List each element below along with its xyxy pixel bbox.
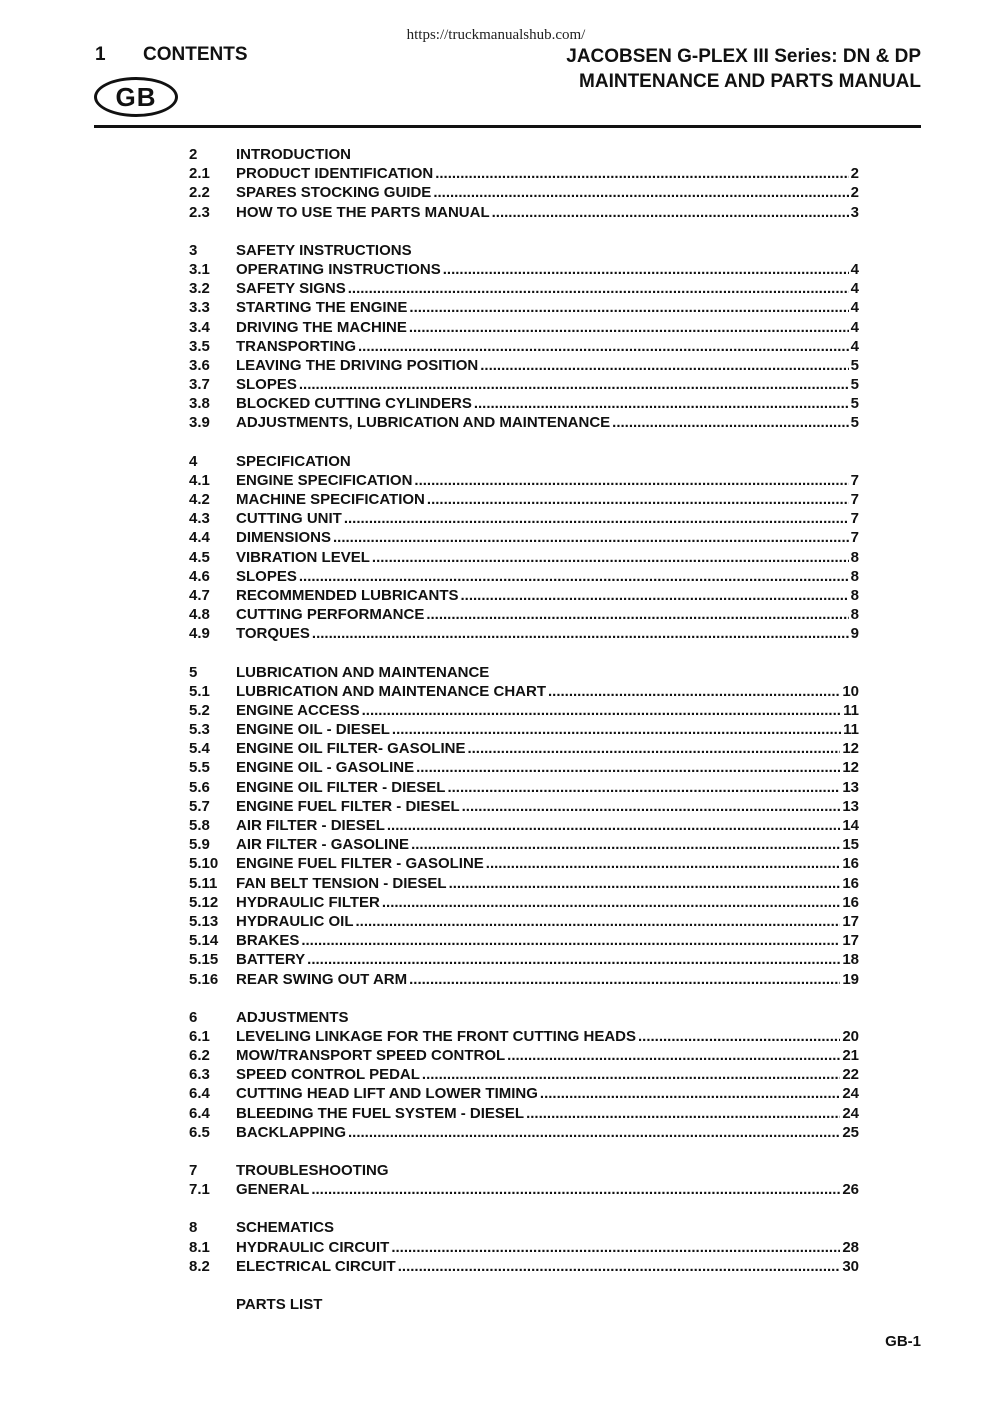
- toc-section-heading: [189, 1295, 859, 1314]
- toc-entry-title: HYDRAULIC OIL: [236, 912, 354, 930]
- dot-leader: [427, 490, 849, 509]
- toc-entry-number: 6.1: [189, 1027, 210, 1045]
- toc-entry: [189, 931, 859, 950]
- toc-entry: [189, 624, 859, 643]
- dot-leader: [348, 1123, 840, 1142]
- toc-entry-number: 5.14: [189, 932, 219, 950]
- toc-entry-title: AIR FILTER - GASOLINE: [236, 836, 410, 854]
- toc-section-title: SPECIFICATION: [236, 452, 351, 470]
- toc-section-title: LUBRICATION AND MAINTENANCE: [236, 663, 490, 681]
- toc-entry-page: 4: [850, 260, 859, 278]
- toc-entry-title: CUTTING PERFORMANCE: [236, 606, 425, 624]
- dot-leader: [362, 701, 842, 720]
- toc-section-heading: [189, 663, 859, 682]
- toc-entry-page: 2: [850, 184, 859, 202]
- toc-entry-number: 2.1: [189, 165, 210, 183]
- dot-leader: [435, 164, 848, 183]
- toc-entry-number: 4.1: [189, 471, 210, 489]
- toc-section-number: 7: [189, 1162, 198, 1179]
- toc-entry-title: AIR FILTER - DIESEL: [236, 817, 385, 834]
- toc-entry-number: 5.4: [189, 740, 210, 758]
- toc-entry: [189, 758, 859, 777]
- dot-leader: [348, 279, 849, 298]
- toc-entry-page: 4: [850, 318, 859, 336]
- toc-entry: [189, 567, 859, 586]
- toc-entry-page: 16: [842, 855, 859, 873]
- toc-entry-title: TORQUES: [236, 625, 310, 643]
- section-spacer: [189, 1142, 859, 1161]
- toc-entry: [189, 337, 859, 356]
- toc-entry-title: GENERAL: [236, 1181, 310, 1199]
- toc-entry-number: 3.1: [189, 260, 210, 278]
- toc-entry-title: ENGINE FUEL FILTER - DIESEL: [236, 797, 460, 815]
- dot-leader: [392, 720, 841, 739]
- toc-entry: [189, 279, 859, 298]
- toc-entry-page: 5: [850, 395, 859, 413]
- dot-leader: [356, 912, 841, 931]
- toc-entry-page: 25: [842, 1123, 859, 1141]
- toc-entry-number: 3.4: [189, 318, 210, 336]
- dot-leader: [449, 874, 841, 893]
- toc-entry-number: 7.1: [189, 1181, 210, 1199]
- dot-leader: [467, 739, 840, 758]
- toc-entry: [189, 260, 859, 279]
- header-divider: [94, 125, 921, 128]
- page-label: GB-1: [885, 1333, 921, 1350]
- toc-entry: [189, 318, 859, 337]
- dot-leader: [299, 375, 849, 394]
- toc-entry-number: 4.3: [189, 510, 210, 528]
- toc-entry-number: 5.9: [189, 836, 210, 854]
- toc-section-title: INTRODUCTION: [236, 146, 351, 163]
- toc-entry-number: 6.5: [189, 1123, 210, 1141]
- toc-entry-title: MOW/TRANSPORT SPEED CONTROL: [236, 1047, 506, 1065]
- toc-entry-page: 19: [842, 970, 859, 988]
- toc-entry-number: 6.4: [189, 1104, 210, 1122]
- dot-leader: [409, 970, 840, 989]
- toc-section-title: ADJUSTMENTS: [236, 1008, 349, 1026]
- toc-entry-page: 4: [850, 337, 859, 355]
- toc-entry-title: LUBRICATION AND MAINTENANCE CHART: [236, 682, 546, 700]
- toc-entry-title: ELECTRICAL CIRCUIT: [236, 1257, 396, 1275]
- toc-entry-page: 5: [850, 356, 859, 374]
- toc-entry-title: ENGINE ACCESS: [236, 701, 360, 719]
- dot-leader: [398, 1257, 841, 1276]
- dot-leader: [486, 854, 841, 873]
- toc-entry: [189, 739, 859, 758]
- toc-entry-number: 2.3: [189, 203, 210, 221]
- toc-section-heading: [189, 1008, 859, 1027]
- toc-entry-number: 5.5: [189, 759, 210, 777]
- toc-entry-page: 7: [850, 510, 859, 528]
- toc-section-heading: [189, 1161, 859, 1180]
- toc-entry-page: 8: [850, 567, 859, 585]
- dot-leader: [409, 318, 849, 337]
- toc-entry-number: 5.11: [189, 874, 218, 892]
- toc-entry-page: 3: [850, 203, 859, 221]
- dot-leader: [358, 337, 849, 356]
- dot-leader: [414, 471, 848, 490]
- toc-entry-title: OPERATING INSTRUCTIONS: [236, 260, 441, 278]
- dot-leader: [474, 394, 849, 413]
- dot-leader: [387, 816, 840, 835]
- toc-entry: [189, 778, 859, 797]
- toc-entry-title: STARTING THE ENGINE: [236, 299, 408, 317]
- section-spacer: [189, 222, 859, 241]
- toc-entry-page: 10: [842, 682, 859, 700]
- toc-entry-number: 5.3: [189, 721, 210, 739]
- dot-leader: [299, 567, 849, 586]
- dot-leader: [480, 356, 848, 375]
- toc-entry-title: ENGINE FUEL FILTER - GASOLINE: [236, 855, 484, 873]
- toc-entry-page: 7: [850, 529, 859, 547]
- toc-entry-page: 28: [842, 1238, 859, 1256]
- toc-entry-title: ADJUSTMENTS, LUBRICATION AND MAINTENANCE: [236, 414, 611, 432]
- toc-entry-page: 7: [850, 491, 859, 508]
- toc-entry: [189, 509, 859, 528]
- toc-entry-number: 4.2: [189, 491, 210, 508]
- manual-title-line-1: JACOBSEN G-PLEX III Series: DN & DP: [566, 46, 921, 67]
- dot-leader: [333, 528, 849, 547]
- toc-entry: [189, 528, 859, 547]
- toc-section-number: 2: [189, 146, 198, 163]
- toc-entry: [189, 548, 859, 567]
- toc-entry-page: 13: [842, 797, 859, 815]
- toc-entry-number: 6.4: [189, 1085, 210, 1103]
- toc-entry: [189, 183, 859, 202]
- toc-entry-page: 5: [850, 376, 859, 394]
- toc-entry-title: TRANSPORTING: [236, 337, 356, 355]
- toc-entry-page: 17: [842, 912, 859, 930]
- toc-entry-number: 8.1: [189, 1238, 210, 1256]
- toc-entry-number: 6.3: [189, 1066, 210, 1084]
- toc-entry-number: 5.10: [189, 855, 219, 873]
- toc-entry-page: 11: [843, 721, 859, 739]
- dot-leader: [548, 682, 840, 701]
- toc-entry-title: BLEEDING THE FUEL SYSTEM - DIESEL: [236, 1104, 525, 1122]
- section-number: 1: [95, 44, 106, 65]
- toc-entry-page: 22: [842, 1066, 859, 1084]
- manual-title: [566, 44, 921, 94]
- toc-entry-title: REAR SWING OUT ARM: [236, 970, 408, 988]
- toc-entry-number: 6.2: [189, 1047, 210, 1065]
- toc-entry: [189, 1027, 859, 1046]
- toc-entry-number: 5.15: [189, 951, 219, 969]
- toc-section-heading: [189, 1218, 859, 1237]
- toc-entry-page: 20: [842, 1027, 859, 1045]
- toc-entry-page: 2: [850, 165, 859, 183]
- toc-entry-number: 3.2: [189, 280, 210, 298]
- dot-leader: [411, 835, 840, 854]
- toc-entry-page: 16: [842, 874, 859, 892]
- toc-section-number: 6: [189, 1008, 198, 1026]
- toc-entry-number: 5.6: [189, 778, 210, 796]
- language-badge: GB: [94, 77, 178, 117]
- toc-entry: [189, 912, 859, 931]
- toc-entry-page: 8: [850, 548, 859, 566]
- dot-leader: [344, 509, 849, 528]
- toc-entry-title: BLOCKED CUTTING CYLINDERS: [236, 395, 472, 413]
- dot-leader: [301, 931, 840, 950]
- toc-entry: [189, 1238, 859, 1257]
- toc-entry-title: ENGINE OIL - DIESEL: [236, 721, 390, 739]
- dot-leader: [638, 1027, 840, 1046]
- toc-entry: [189, 605, 859, 624]
- toc-entry-title: SPEED CONTROL PEDAL: [236, 1066, 420, 1084]
- toc-entry: [189, 893, 859, 912]
- toc-entry-title: VIBRATION LEVEL: [236, 548, 370, 566]
- toc-section-title: TROUBLESHOOTING: [236, 1162, 389, 1179]
- toc-entry-page: 14: [842, 817, 859, 834]
- toc-entry-number: 4.5: [189, 548, 210, 566]
- toc-entry-page: 30: [842, 1257, 859, 1275]
- toc-entry: [189, 1104, 859, 1123]
- toc-entry-number: 2.2: [189, 184, 210, 202]
- dot-leader: [416, 758, 840, 777]
- toc-entry-page: 5: [850, 414, 859, 432]
- toc-entry-number: 5.2: [189, 701, 210, 719]
- toc-entry-page: 8: [850, 606, 859, 624]
- toc-entry: [189, 682, 859, 701]
- dot-leader: [391, 1238, 840, 1257]
- toc-entry: [189, 586, 859, 605]
- toc-entry: [189, 1257, 859, 1276]
- table-of-contents: [189, 145, 859, 1314]
- toc-entry-number: 3.9: [189, 414, 210, 432]
- dot-leader: [312, 624, 849, 643]
- toc-entry-page: 26: [842, 1181, 859, 1199]
- toc-entry-title: FAN BELT TENSION - DIESEL: [236, 874, 447, 892]
- toc-entry-title: LEAVING THE DRIVING POSITION: [236, 356, 479, 374]
- toc-entry-title: CUTTING UNIT: [236, 510, 342, 528]
- toc-entry: [189, 1180, 859, 1199]
- toc-entry-title: DRIVING THE MACHINE: [236, 318, 407, 336]
- toc-entry-page: 24: [842, 1085, 859, 1103]
- toc-entry-number: 5.16: [189, 970, 219, 988]
- toc-entry: [189, 874, 859, 893]
- toc-entry-number: 8.2: [189, 1257, 210, 1275]
- toc-entry-title: CUTTING HEAD LIFT AND LOWER TIMING: [236, 1085, 538, 1103]
- toc-entry-title: HYDRAULIC FILTER: [236, 893, 380, 911]
- dot-leader: [443, 260, 849, 279]
- toc-entry-title: HYDRAULIC CIRCUIT: [236, 1238, 390, 1256]
- toc-section-number: 5: [189, 663, 198, 681]
- toc-entry-title: BRAKES: [236, 932, 300, 950]
- toc-entry: [189, 1065, 859, 1084]
- dot-leader: [422, 1065, 840, 1084]
- dot-leader: [433, 183, 848, 202]
- toc-section-number: 4: [189, 452, 198, 470]
- toc-entry: [189, 1084, 859, 1103]
- toc-entry-title: BACKLAPPING: [236, 1123, 347, 1141]
- toc-entry-number: 3.7: [189, 376, 210, 394]
- toc-entry-number: 3.8: [189, 395, 210, 413]
- toc-entry-page: 4: [850, 299, 859, 317]
- dot-leader: [540, 1084, 840, 1103]
- toc-section-title: SAFETY INSTRUCTIONS: [236, 241, 412, 259]
- toc-section-heading: [189, 145, 859, 164]
- toc-entry-page: 13: [842, 778, 859, 796]
- toc-entry-number: 4.7: [189, 586, 210, 604]
- toc-entry: [189, 164, 859, 183]
- toc-entry-page: 24: [842, 1104, 859, 1122]
- toc-entry: [189, 203, 859, 222]
- toc-entry: [189, 298, 859, 317]
- toc-entry: [189, 797, 859, 816]
- toc-entry: [189, 1123, 859, 1142]
- toc-entry-title: SLOPES: [236, 567, 297, 585]
- toc-entry-number: 4.9: [189, 625, 210, 643]
- toc-entry: [189, 356, 859, 375]
- dot-leader: [612, 413, 848, 432]
- toc-entry-title: ENGINE SPECIFICATION: [236, 471, 413, 489]
- toc-entry-page: 12: [842, 759, 859, 777]
- dot-leader: [447, 778, 840, 797]
- section-spacer: [189, 644, 859, 663]
- toc-entry-title: DIMENSIONS: [236, 529, 332, 547]
- dot-leader: [526, 1104, 840, 1123]
- section-heading: [95, 44, 248, 66]
- dot-leader: [507, 1046, 840, 1065]
- dot-leader: [462, 797, 841, 816]
- dot-leader: [461, 586, 849, 605]
- toc-entry: [189, 471, 859, 490]
- toc-entry-page: 21: [842, 1047, 859, 1065]
- manual-title-line-2: MAINTENANCE AND PARTS MANUAL: [579, 71, 921, 92]
- toc-entry-number: 3.3: [189, 299, 210, 317]
- toc-section-heading: [189, 241, 859, 260]
- dot-leader: [382, 893, 840, 912]
- dot-leader: [409, 298, 848, 317]
- section-title: CONTENTS: [143, 44, 248, 65]
- toc-entry: [189, 375, 859, 394]
- dot-leader: [426, 605, 848, 624]
- toc-entry-title: BATTERY: [236, 951, 306, 969]
- section-spacer: [189, 1276, 859, 1295]
- toc-entry-page: 18: [842, 951, 859, 969]
- toc-entry-page: 11: [843, 701, 859, 719]
- toc-entry-title: ENGINE OIL FILTER - DIESEL: [236, 778, 446, 796]
- toc-section-number: 3: [189, 241, 198, 259]
- toc-entry-title: ENGINE OIL FILTER- GASOLINE: [236, 740, 466, 758]
- toc-entry-title: SLOPES: [236, 376, 297, 394]
- toc-entry-title: PRODUCT IDENTIFICATION: [236, 165, 434, 183]
- toc-entry: [189, 970, 859, 989]
- section-spacer: [189, 433, 859, 452]
- toc-entry: [189, 490, 859, 509]
- toc-entry: [189, 854, 859, 873]
- toc-entry: [189, 701, 859, 720]
- toc-entry-page: 16: [842, 893, 859, 911]
- toc-entry-number: 5.13: [189, 912, 219, 930]
- toc-entry-number: 5.1: [189, 682, 210, 700]
- source-url: https://truckmanualshub.com/: [406, 27, 586, 43]
- toc-entry: [189, 413, 859, 432]
- toc-entry: [189, 394, 859, 413]
- toc-entry-page: 12: [842, 740, 859, 758]
- toc-entry-title: HOW TO USE THE PARTS MANUAL: [236, 203, 490, 221]
- toc-entry-title: LEVELING LINKAGE FOR THE FRONT CUTTING HEADS: [236, 1027, 636, 1045]
- dot-leader: [311, 1180, 840, 1199]
- toc-entry-number: 4.8: [189, 606, 210, 624]
- toc-entry-title: ENGINE OIL - GASOLINE: [236, 759, 415, 777]
- toc-entry-title: SPARES STOCKING GUIDE: [236, 184, 432, 202]
- toc-entry-title: MACHINE SPECIFICATION: [236, 491, 425, 508]
- toc-entry-title: RECOMMENDED LUBRICANTS: [236, 586, 459, 604]
- toc-entry-number: 5.8: [189, 817, 210, 834]
- dot-leader: [307, 950, 840, 969]
- toc-section-heading: [189, 452, 859, 471]
- toc-entry-page: 8: [850, 586, 859, 604]
- toc-entry: [189, 950, 859, 969]
- toc-section-title: PARTS LIST: [236, 1295, 323, 1313]
- toc-entry-page: 4: [850, 280, 859, 298]
- dot-leader: [492, 203, 849, 222]
- toc-entry-page: 17: [842, 932, 859, 950]
- toc-section-title: SCHEMATICS: [236, 1219, 335, 1237]
- toc-entry-number: 5.7: [189, 797, 210, 815]
- toc-entry: [189, 835, 859, 854]
- toc-entry: [189, 816, 859, 835]
- toc-section-number: 8: [189, 1219, 198, 1237]
- toc-entry-number: 5.12: [189, 893, 219, 911]
- toc-entry-number: 4.4: [189, 529, 210, 547]
- section-spacer: [189, 989, 859, 1008]
- toc-entry: [189, 1046, 859, 1065]
- toc-entry: [189, 720, 859, 739]
- toc-entry-page: 7: [850, 471, 859, 489]
- toc-entry-page: 9: [850, 625, 859, 643]
- toc-entry-title: SAFETY SIGNS: [236, 280, 346, 298]
- toc-entry-number: 3.5: [189, 337, 210, 355]
- toc-entry-number: 4.6: [189, 567, 210, 585]
- dot-leader: [372, 548, 849, 567]
- toc-entry-page: 15: [842, 836, 859, 854]
- section-spacer: [189, 1199, 859, 1218]
- toc-entry-number: 3.6: [189, 356, 210, 374]
